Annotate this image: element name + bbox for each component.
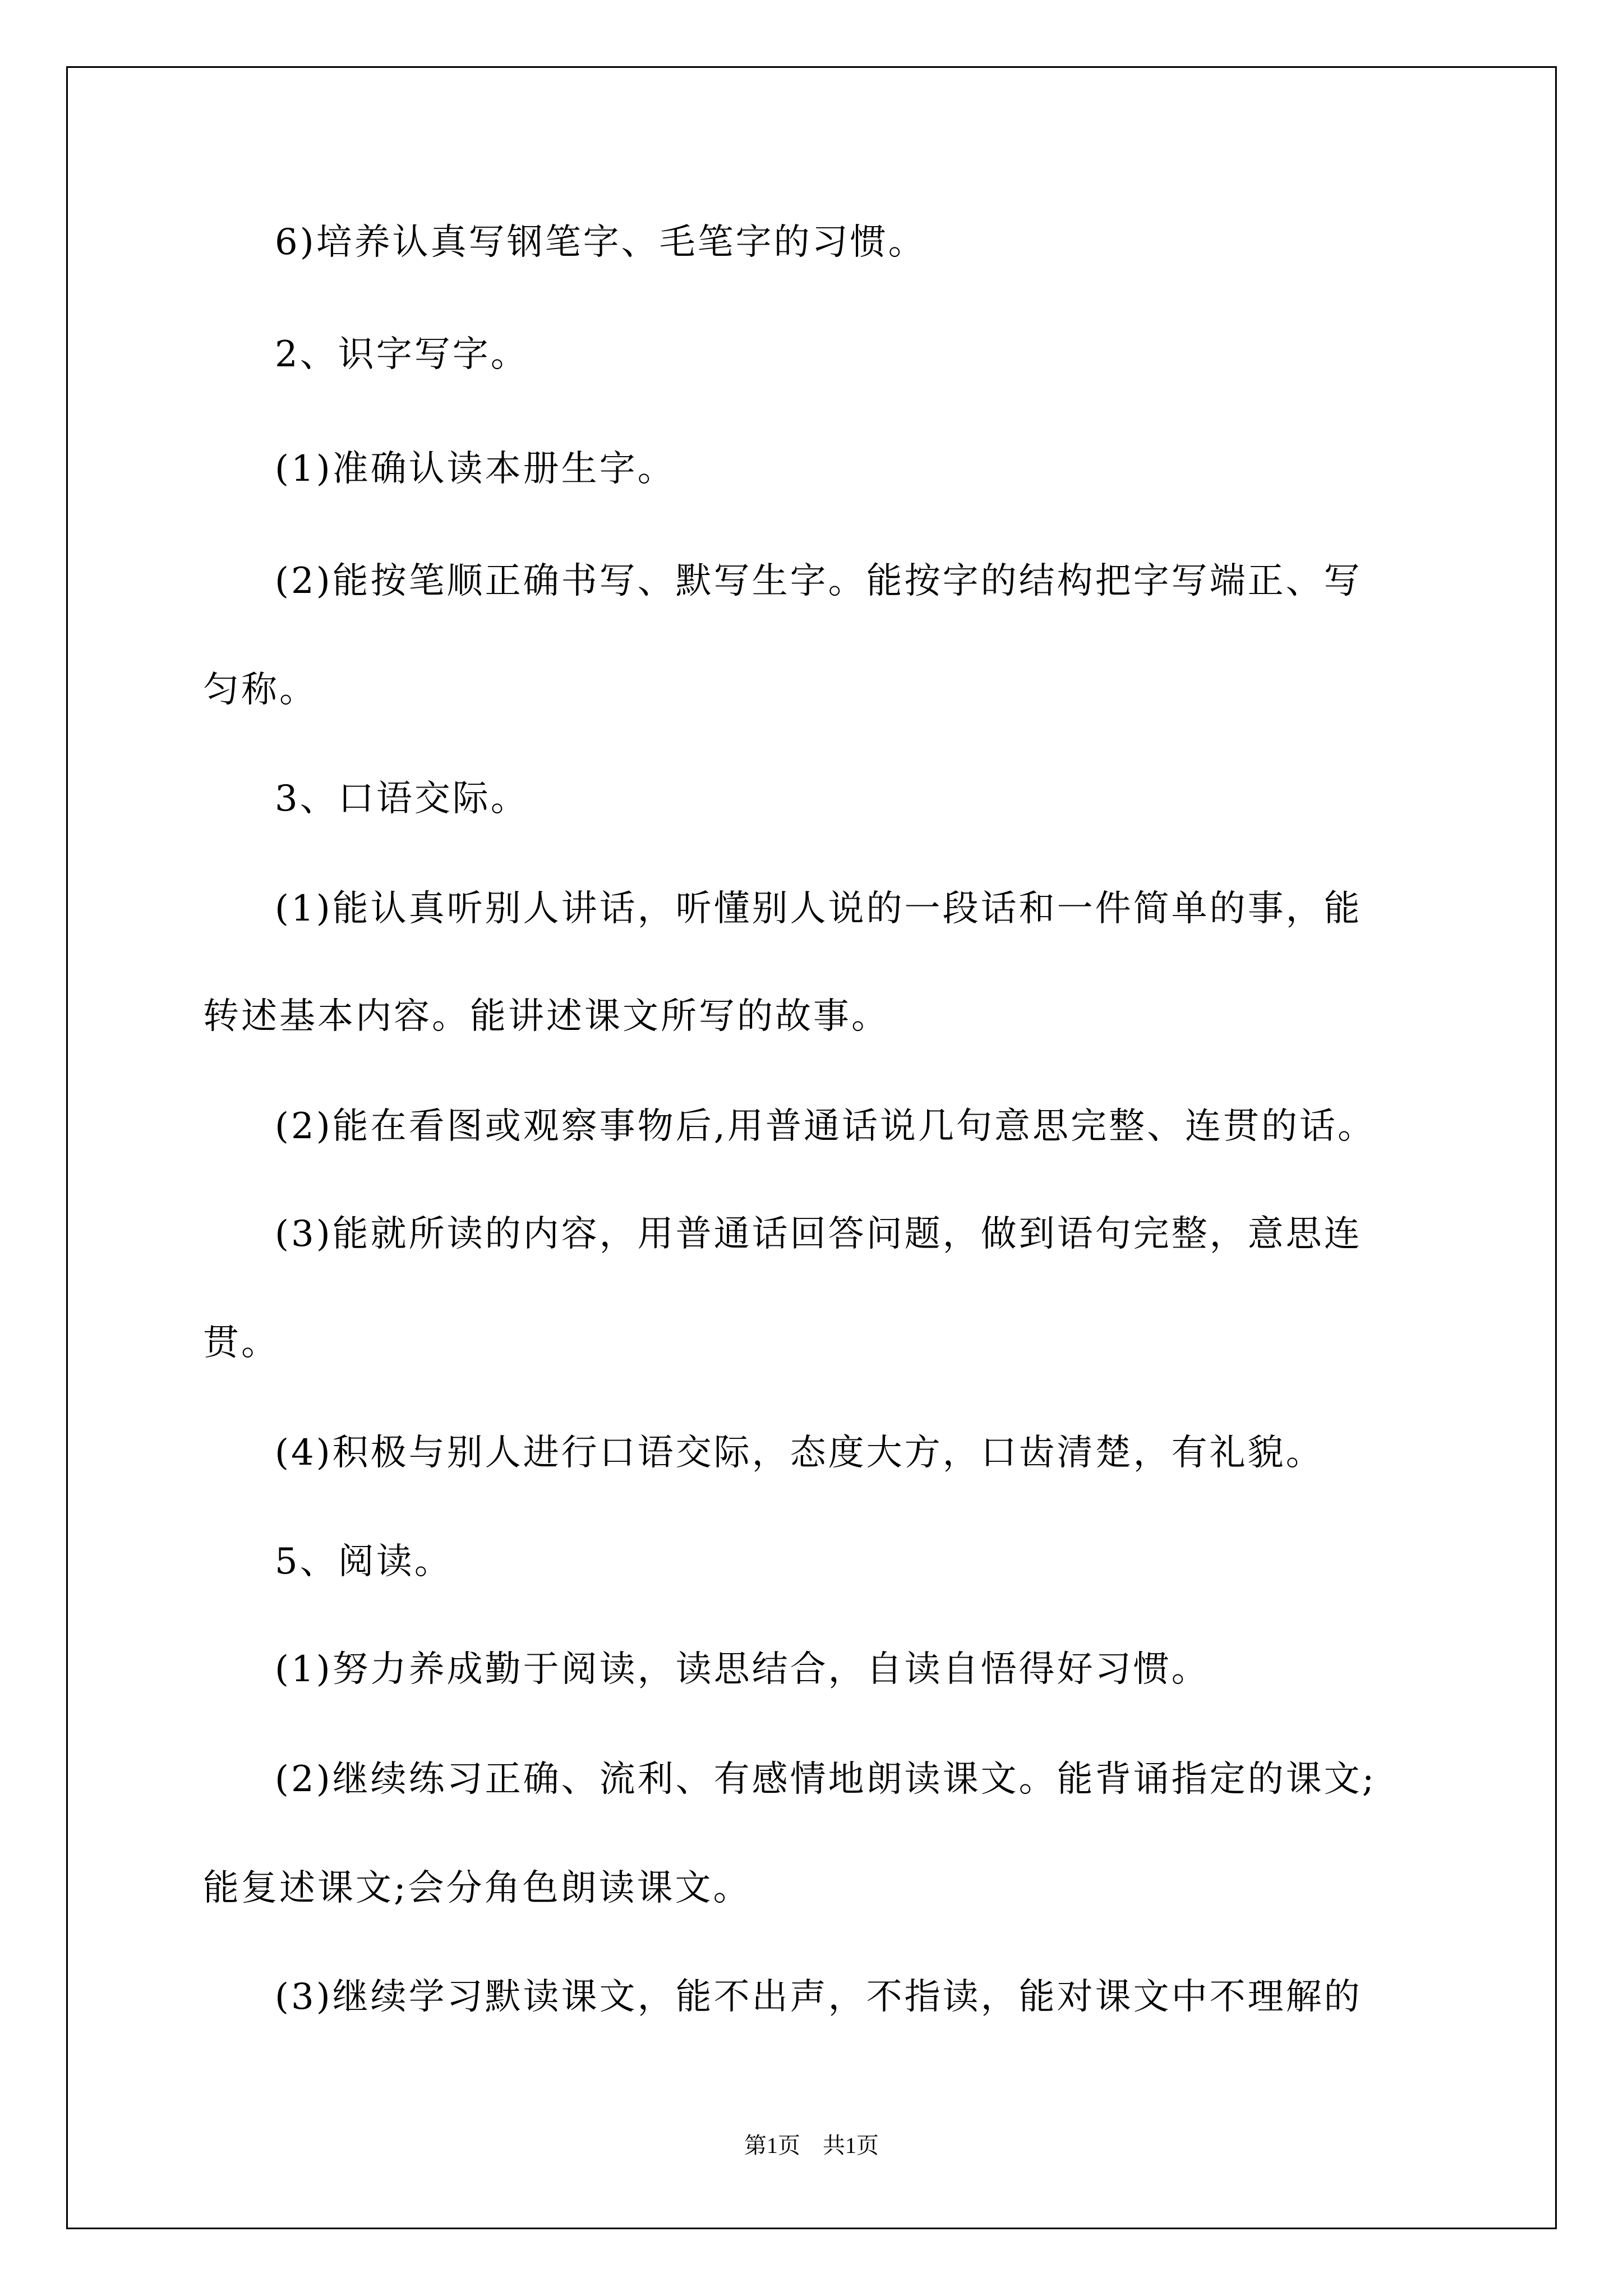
paragraph-line: (2)能按笔顺正确书写、默写生字。能按字的结构把字写端正、写 — [275, 560, 1362, 602]
paragraph-line: 转述基本内容。能讲述课文所写的故事。 — [203, 996, 889, 1037]
paragraph-line: (1)能认真听别人讲话，听懂别人说的一段话和一件简单的事，能 — [275, 888, 1362, 930]
paragraph-line: 匀称。 — [203, 669, 317, 711]
paragraph-line: (2)能在看图或观察事物后,用普通话说几句意思完整、连贯的话。 — [275, 1106, 1376, 1147]
paragraph-line: 6)培养认真写钢笔字、毛笔字的习惯。 — [275, 222, 926, 263]
paragraph-line: 能复述课文;会分角色朗读课文。 — [203, 1867, 751, 1909]
section-heading: 2、识字写字。 — [275, 334, 529, 375]
paragraph-line: (3)继续学习默读课文，能不出声，不指读，能对课文中不理解的 — [275, 1976, 1362, 2018]
paragraph-line: 贯。 — [203, 1322, 279, 1364]
paragraph-line: (1)努力养成勤于阅读，读思结合，自读自悟得好习惯。 — [275, 1649, 1210, 1690]
section-heading: 3、口语交际。 — [275, 778, 529, 820]
section-heading: 5、阅读。 — [275, 1541, 453, 1582]
paragraph-line: (3)能就所读的内容，用普通话回答问题，做到语句完整，意思连 — [275, 1213, 1362, 1255]
page-number-footer: 第1页 共1页 — [744, 2133, 879, 2158]
paragraph-line: (2)继续练习正确、流利、有感情地朗读课文。能背诵指定的课文; — [275, 1759, 1377, 1800]
paragraph-line: (1)准确认读本册生字。 — [275, 448, 676, 490]
paragraph-line: (4)积极与别人进行口语交际，态度大方，口齿清楚，有礼貌。 — [275, 1432, 1324, 1474]
